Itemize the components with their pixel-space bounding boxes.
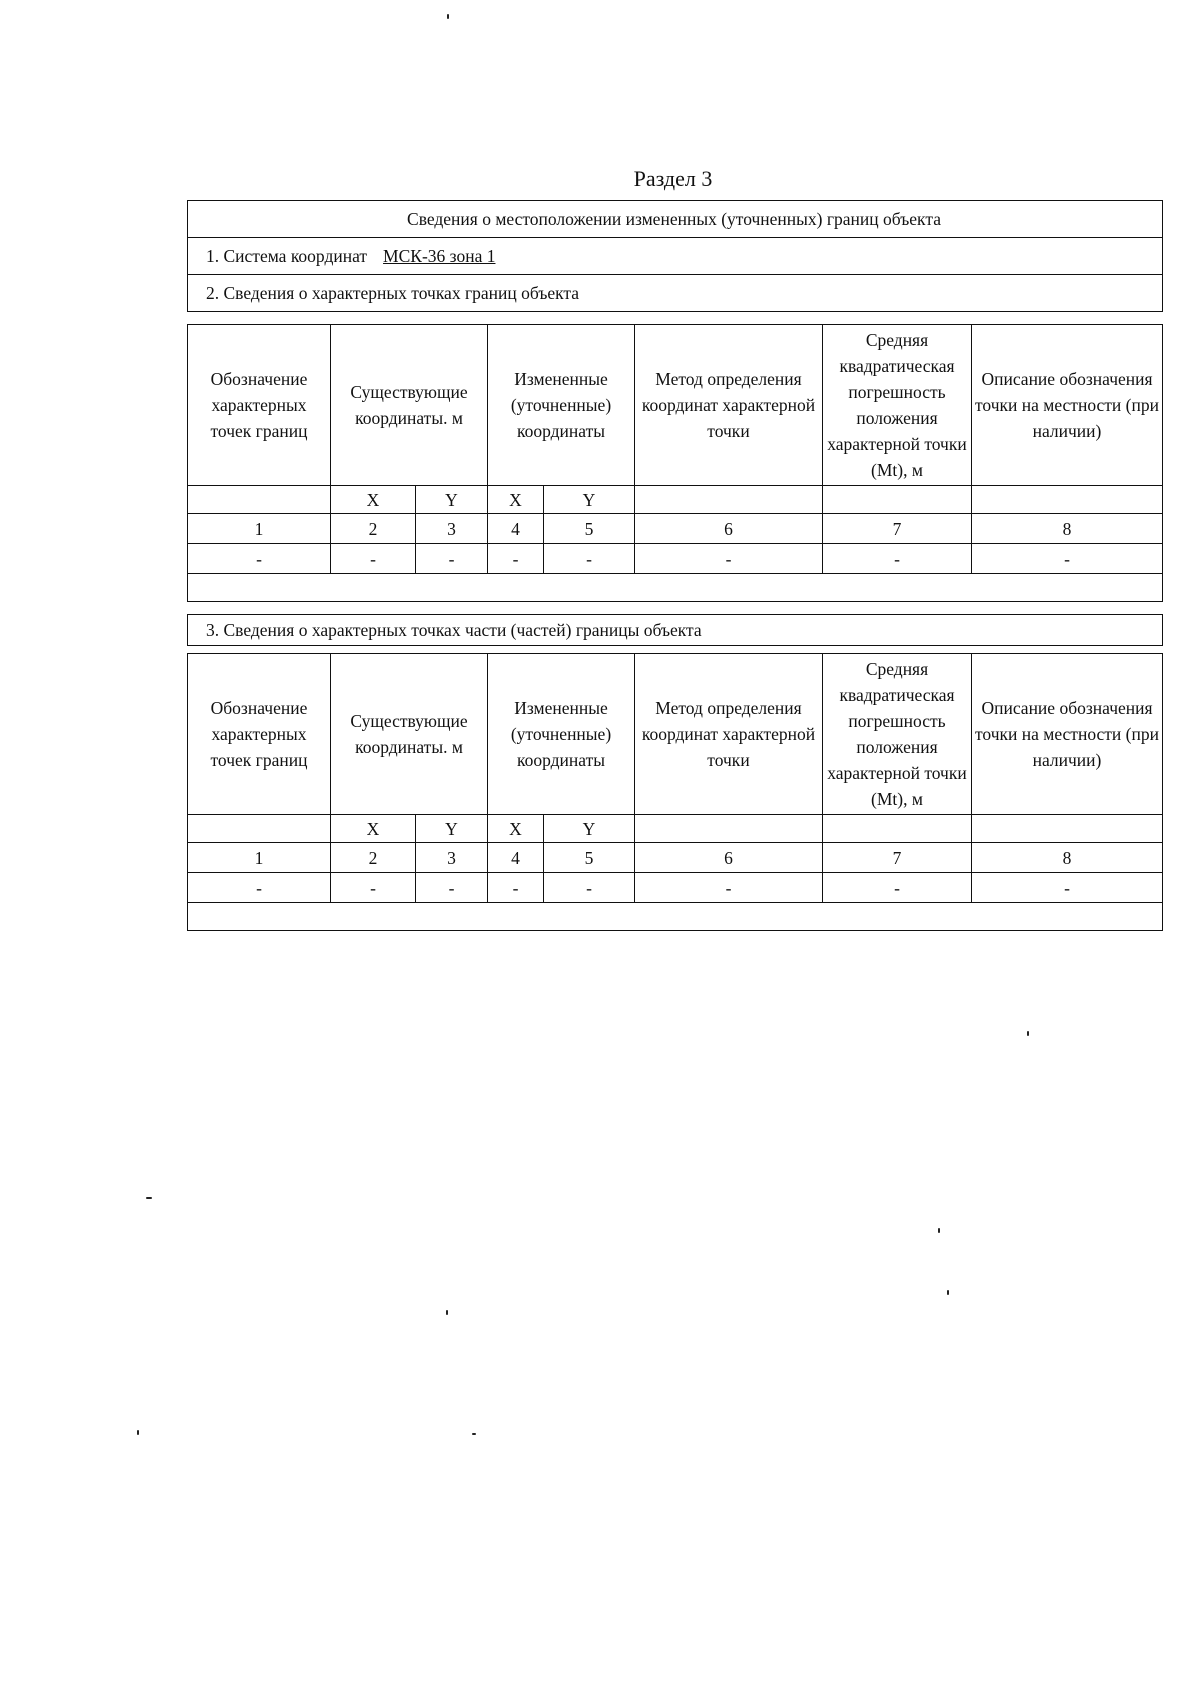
coord-system-value: МСК-36 зона 1: [383, 246, 496, 266]
dash-cell: -: [188, 873, 331, 903]
xy-empty: [972, 815, 1163, 843]
dash-cell: -: [544, 873, 635, 903]
column-number: 4: [488, 843, 544, 873]
axis-x-changed: X: [488, 815, 544, 843]
axis-y-existing: Y: [416, 815, 488, 843]
dash-cell: -: [488, 544, 544, 574]
boundary-header-row: Сведения о местоположении измененных (уточненных) границ объекта: [188, 201, 1163, 238]
col-existing: Существующие координаты. м: [331, 654, 488, 815]
col-description: Описание обозначения точки на местности (при наличии): [972, 325, 1163, 486]
col-method: Метод определения координат характерной точки: [635, 654, 823, 815]
col-method: Метод определения координат характерной точки: [635, 325, 823, 486]
column-number: 5: [544, 514, 635, 544]
column-number: 7: [823, 514, 972, 544]
xy-empty: [188, 486, 331, 514]
scan-speck: [938, 1228, 940, 1233]
column-number: 5: [544, 843, 635, 873]
scan-speck: [146, 1197, 152, 1199]
boundary-points-table: [187, 324, 1163, 602]
dash-cell: -: [488, 873, 544, 903]
column-number: 3: [416, 843, 488, 873]
col-changed: Измененные (уточненные) координаты: [488, 654, 635, 815]
column-number: 1: [188, 514, 331, 544]
dash-cell: -: [416, 873, 488, 903]
column-number: 6: [635, 514, 823, 544]
coord-system-label: 1. Система координат: [206, 246, 368, 266]
dash-cell: -: [823, 544, 972, 574]
column-number: 8: [972, 843, 1163, 873]
col-accuracy: Средняя квадратическая погрешность положения характерной точки (Mt), м: [823, 654, 972, 815]
part-boundary-points-table: [187, 653, 1163, 931]
scan-speck: [447, 14, 449, 19]
axis-x-changed: X: [488, 486, 544, 514]
dash-cell: -: [972, 873, 1163, 903]
dash-cell: -: [823, 873, 972, 903]
col-accuracy: Средняя квадратическая погрешность положения характерной точки (Mt), м: [823, 325, 972, 486]
xy-empty: [972, 486, 1163, 514]
col-description: Описание обозначения точки на местности (при наличии): [972, 654, 1163, 815]
coord-system-row: [188, 238, 1163, 275]
xy-empty: [635, 486, 823, 514]
section-title: Раздел 3: [633, 166, 713, 191]
column-number: 1: [188, 843, 331, 873]
scan-speck: [446, 1310, 448, 1315]
parts-heading-row: 3. Сведения о характерных точках части (частей) границы объекта: [188, 615, 1163, 646]
empty-row: [188, 903, 1163, 931]
dash-cell: -: [188, 544, 331, 574]
object-boundary-info-box: [187, 200, 1163, 312]
dash-cell: -: [416, 544, 488, 574]
scan-speck: [1027, 1031, 1029, 1036]
col-designation: Обозначение характерных точек границ: [188, 654, 331, 815]
dash-cell: -: [331, 873, 416, 903]
dash-cell: -: [635, 544, 823, 574]
column-number: 6: [635, 843, 823, 873]
scan-speck: [947, 1290, 949, 1295]
xy-empty: [635, 815, 823, 843]
dash-cell: -: [972, 544, 1163, 574]
parts-heading-box: [187, 614, 1163, 646]
empty-row: [188, 574, 1163, 602]
dash-cell: -: [331, 544, 416, 574]
column-number: 2: [331, 843, 416, 873]
column-number: 4: [488, 514, 544, 544]
column-number: 7: [823, 843, 972, 873]
dash-cell: -: [635, 873, 823, 903]
points-heading-row: 2. Сведения о характерных точках границ объекта: [188, 275, 1163, 312]
column-number: 8: [972, 514, 1163, 544]
col-existing: Существующие координаты. м: [331, 325, 488, 486]
column-number: 3: [416, 514, 488, 544]
xy-empty: [823, 486, 972, 514]
dash-cell: -: [544, 544, 635, 574]
xy-empty: [823, 815, 972, 843]
column-number: 2: [331, 514, 416, 544]
scan-speck: [472, 1433, 476, 1435]
col-designation: Обозначение характерных точек границ: [188, 325, 331, 486]
axis-y-existing: Y: [416, 486, 488, 514]
col-changed: Измененные (уточненные) координаты: [488, 325, 635, 486]
axis-x-existing: X: [331, 486, 416, 514]
axis-y-changed: Y: [544, 486, 635, 514]
xy-empty: [188, 815, 331, 843]
scan-speck: [137, 1430, 139, 1435]
axis-x-existing: X: [331, 815, 416, 843]
axis-y-changed: Y: [544, 815, 635, 843]
